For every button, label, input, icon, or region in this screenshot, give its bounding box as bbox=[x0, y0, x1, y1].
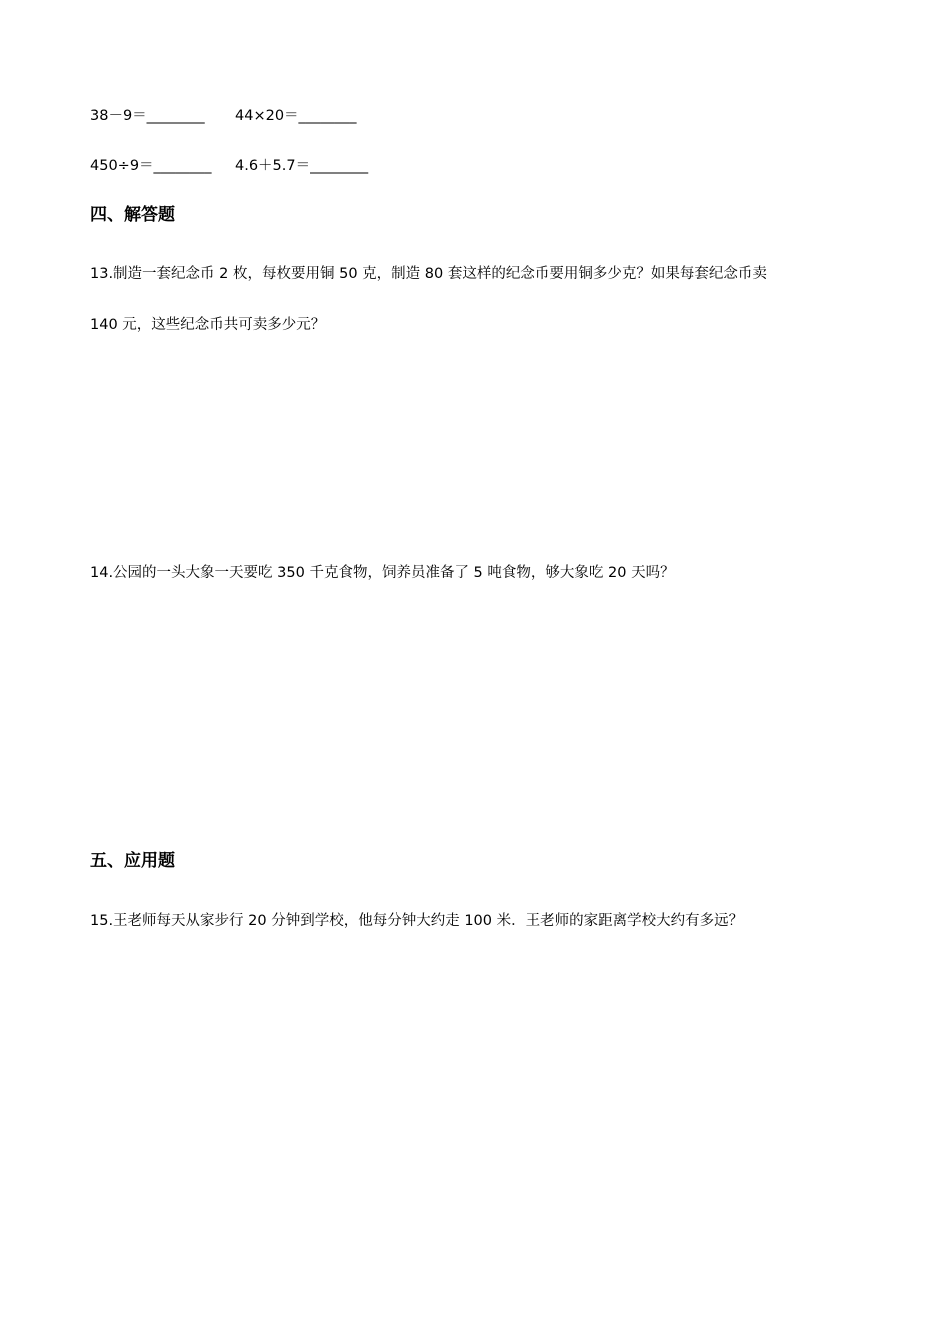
calc-item: 450÷9＝________ bbox=[90, 158, 212, 174]
question-15: 15.王老师每天从家步行 20 分钟到学校，他每分钟大约走 100 米．王老师的家距离学校大约有多远？ bbox=[90, 913, 744, 929]
calc-item: 4.6＋5.7＝________ bbox=[235, 158, 369, 174]
calc-row-2 bbox=[90, 156, 368, 176]
question-13-line-2: 140 元，这些纪念币共可卖多少元？ bbox=[90, 317, 326, 333]
calc-item: 38－9＝________ bbox=[90, 108, 205, 124]
calc-row-1 bbox=[90, 106, 357, 126]
question-14: 14.公园的一头大象一天要吃 350 千克食物，饲养员准备了 5 吨食物，够大象吃 20 天吗？ bbox=[90, 565, 675, 581]
section-5-heading: 五、应用题 bbox=[90, 851, 175, 871]
section-4-heading: 四、解答题 bbox=[90, 205, 175, 225]
calc-item: 44×20＝________ bbox=[235, 108, 357, 124]
question-13-line-1: 13.制造一套纪念币 2 枚，每枚要用铜 50 克，制造 80 套这样的纪念币要用铜多少克？如果每套纪念币卖 bbox=[90, 266, 767, 282]
